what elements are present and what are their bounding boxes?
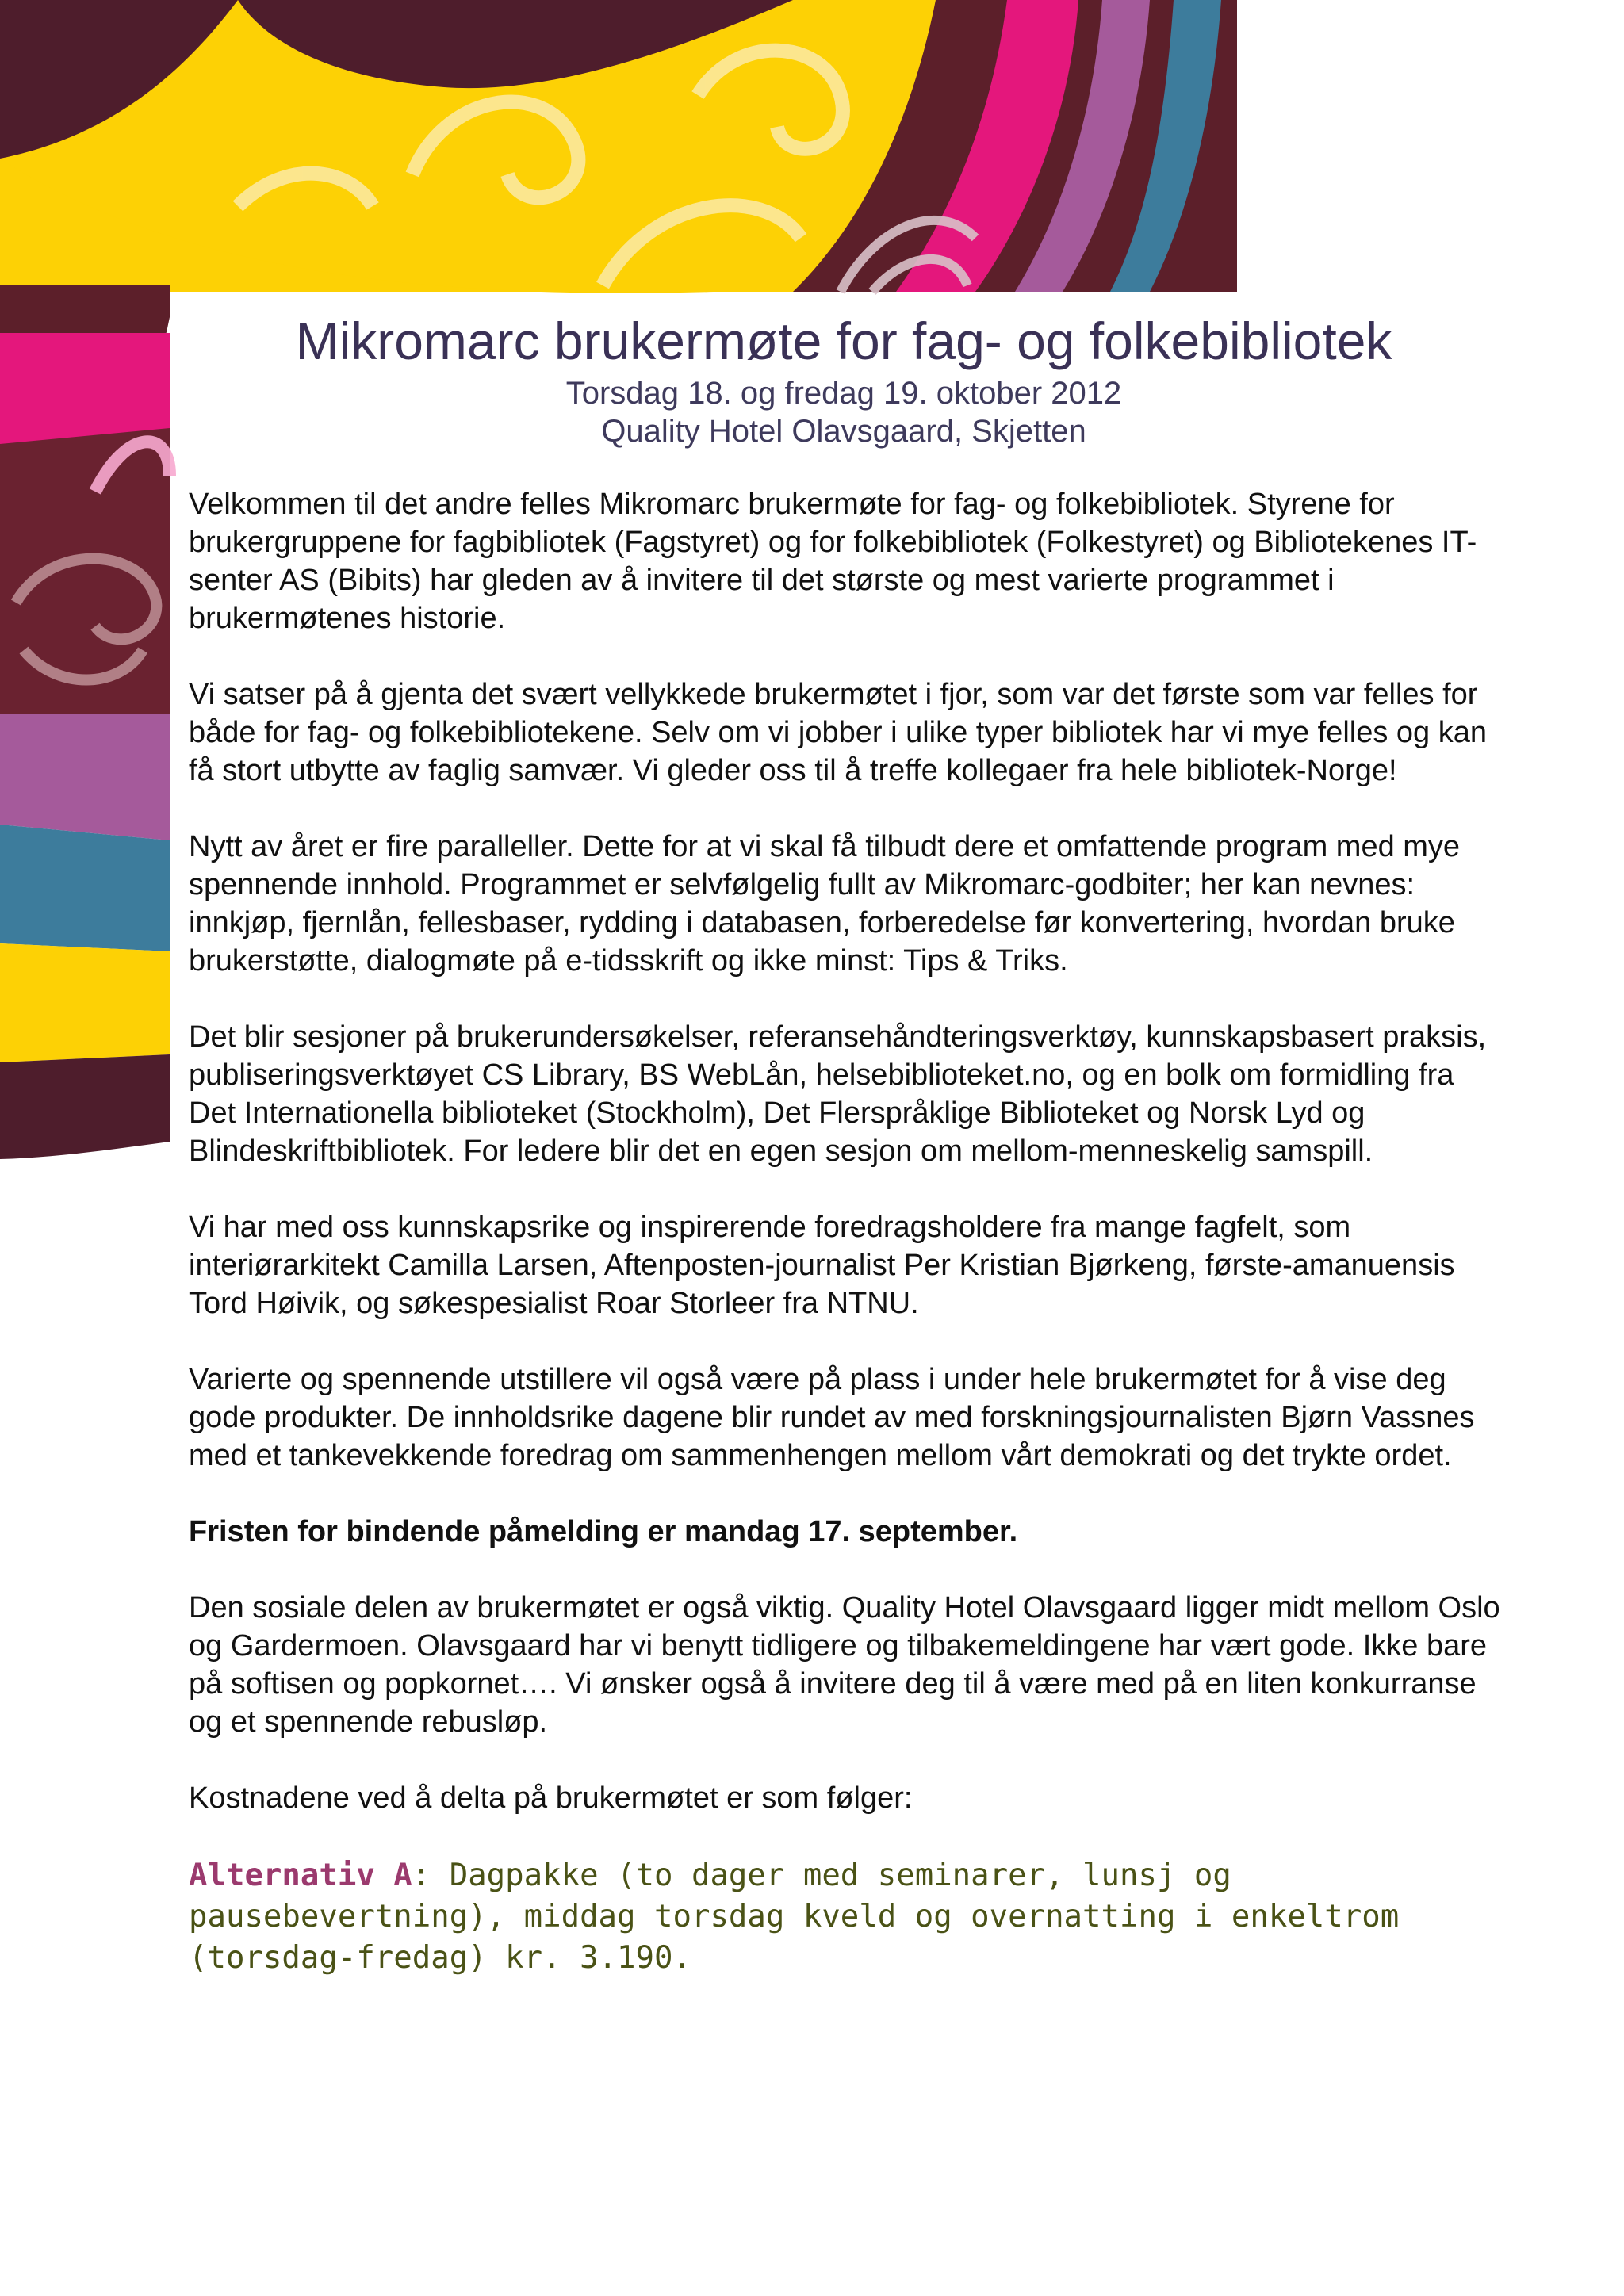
- paragraph-exhibitors: Varierte og spennende utstillere vil også være på plass i under hele brukermøtet for å vise deg gode produkter. De innholdsrike dagene blir rundet av med forskningsjournalisten Bjørn Vassnes med et tankevekkende foredrag om sammenhengen mellom vårt demokrati og det trykte ordet.: [189, 1363, 1475, 1472]
- alternative-a: [189, 1855, 1505, 1979]
- document-header: [170, 308, 1518, 450]
- paragraph-repeat: Vi satser på å gjenta det svært vellykkede brukermøtet i fjor, som var det første som var felles for både for fag- og folkebibliotekene. Selv om vi jobber i ulike typer bibliotek har vi mye felles og kan få stort utbytte av faglig samvær. Vi gleder oss til å treffe kollegaer fra hele bibliotek-Norge!: [189, 678, 1487, 787]
- event-date: Torsdag 18. og fredag 19. oktober 2012: [565, 376, 1122, 411]
- document-body: [189, 485, 1505, 2017]
- event-venue: Quality Hotel Olavsgaard, Skjetten: [601, 414, 1086, 449]
- paragraph-social: Den sosiale delen av brukermøtet er også viktig. Quality Hotel Olavsgaard ligger midt mellom Oslo og Gardermoen. Olavsgaard har vi benytt tidligere og tilbakemeldingene har vært gode. Ikke bare på softisen og popkornet…. Vi ønsker også å invitere deg til å være med på en liten konkurranse og et spennende rebusløp.: [189, 1591, 1500, 1739]
- costs-intro: Kostnadene ved å delta på brukermøtet er som følger:: [189, 1781, 913, 1815]
- registration-deadline: Fristen for bindende påmelding er mandag 17. september.: [189, 1515, 1018, 1548]
- left-banner: [0, 285, 170, 1159]
- paragraph-speakers: Vi har med oss kunnskapsrike og inspirerende foredragsholdere fra mange fagfelt, som interiørarkitekt Camilla Larsen, Aftenposten-journalist Per Kristian Bjørkeng, første-amanuensis Tord Høivik, og søkespesialist Roar Storleer fra NTNU.: [189, 1211, 1455, 1320]
- top-banner: [0, 0, 1237, 293]
- page-title: Mikromarc brukermøte for fag- og folkebibliotek: [295, 312, 1392, 370]
- alternative-a-label: Alternativ A: [189, 1858, 412, 1893]
- paragraph-parallels: Nytt av året er fire paralleller. Dette for at vi skal få tilbudt dere et omfattende program med mye spennende innhold. Programmet er selvfølgelig fullt av Mikromarc-godbiter; her kan nevnes: innkjøp, fjernlån, fellesbaser, rydding i databasen, forberedelse før konvertering, hvordan bruke brukerstøtte, dialogmøte på e-tidsskrift og ikke minst: Tips & Triks.: [189, 830, 1461, 978]
- paragraph-sessions: Det blir sesjoner på brukerundersøkelser, referansehåndteringsverktøy, kunnskapsbasert praksis, publiseringsverktøyet CS Library, BS WebLån, helsebiblioteket.no, og en bolk om formidling fra Det Internationella biblioteket (Stockholm), Det Flerspråklige Biblioteket og Norsk Lyd og Blindeskriftbibliotek. For ledere blir det en egen sesjon om mellom-menneskelig samspill.: [189, 1020, 1487, 1168]
- alternative-a-text: : Dagpakke (to dager med seminarer, lunsj og pausebevertning), middag torsdag kveld og overnatting i enkeltrom (torsdag-fredag) kr. 3.190.: [189, 1858, 1400, 1976]
- paragraph-welcome: Velkommen til det andre felles Mikromarc brukermøte for fag- og folkebibliotek. Styrene for brukergruppene for fagbibliotek (Fagstyret) og for folkebibliotek (Folkestyret) og Bibliotekenes IT-senter AS (Bibits) har gleden av å invitere til det største og mest varierte programmet i brukermøtenes historie.: [189, 488, 1477, 635]
